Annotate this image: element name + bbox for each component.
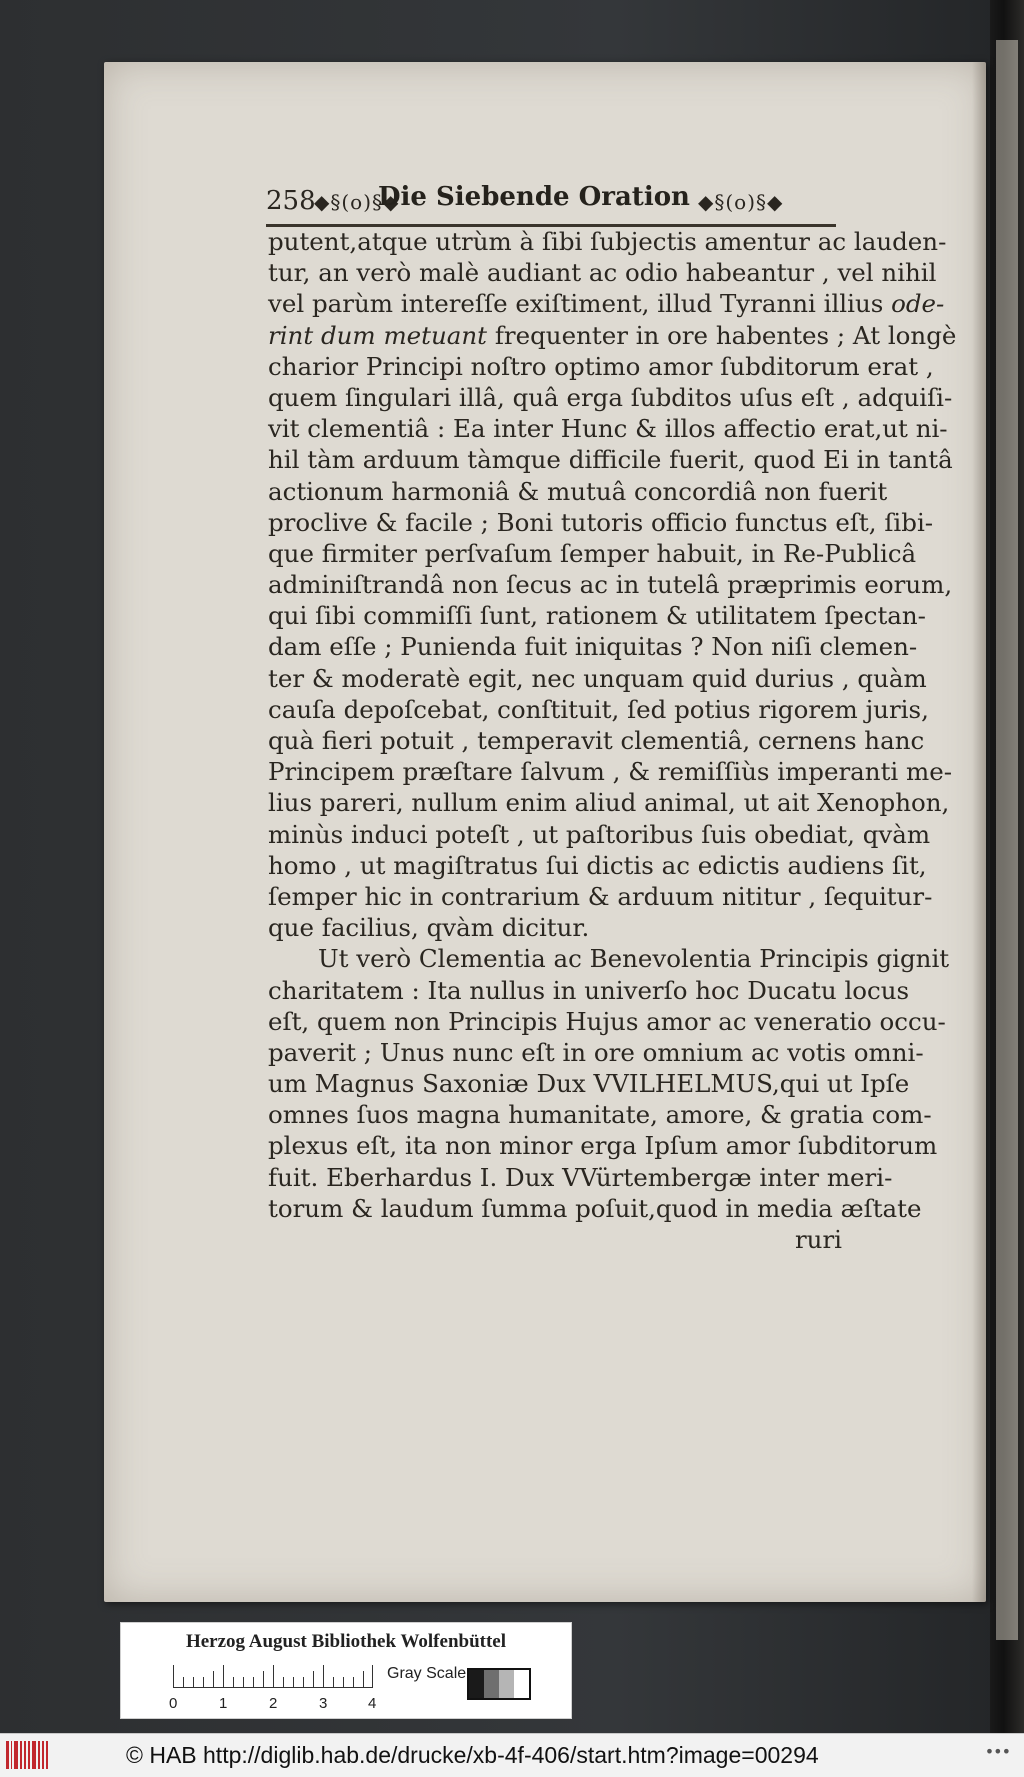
text-line-paragraph-start: Ut verò Clementia ac Benevolentia Principis gignit — [318, 944, 950, 974]
text-line: plexus eſt, ita non minor erga Ipſum amor ſubditorum — [268, 1131, 938, 1161]
text-line: quà fieri potuit , temperavit clementiâ, cernens hanc — [268, 726, 925, 755]
scale-tick — [193, 1677, 194, 1687]
library-name: Herzog August Bibliothek Wolfenbüttel — [185, 1631, 507, 1652]
scale-tick — [343, 1677, 344, 1687]
page-fold-shadow — [972, 62, 986, 1602]
scale-tick — [313, 1671, 314, 1687]
text-line: fuit. Eberhardus I. Dux VVürtembergæ inter meri- — [268, 1162, 893, 1192]
text-line: Principem præſtare ſalvum , & remiſſiùs imperanti me- — [268, 757, 953, 787]
facing-page-edge — [990, 0, 1024, 1733]
scale-number: 3 — [319, 1695, 328, 1712]
text-line: actionum harmoniâ & mutuâ concordiâ non fuerit — [268, 476, 888, 506]
scale-tick — [283, 1677, 284, 1687]
scale-number: 1 — [219, 1695, 228, 1712]
scale-number: 4 — [368, 1695, 377, 1712]
scale-tick — [213, 1671, 214, 1687]
catchword: ruri — [794, 1225, 842, 1254]
scale-tick — [353, 1677, 354, 1687]
text-line: homo , ut magiſtratus ſui dictis ac edictis audiens ſit, — [268, 850, 927, 880]
text-line: tur, an verò malè audiant ac odio habeantur , vel nihil — [268, 258, 937, 288]
gray-scale-label: Gray Scale — [387, 1665, 467, 1682]
scale-tick — [263, 1671, 264, 1687]
scale-number: 2 — [269, 1695, 278, 1712]
scale-tick — [203, 1677, 204, 1687]
text-line: lius pareri, nullum enim aliud animal, ut ait Xenophon, — [268, 788, 950, 818]
text-line: paverit ; Unus nunc eſt in ore omnium ac votis omni- — [268, 1037, 924, 1067]
ornament-left: ◆§(o)§◆ — [314, 190, 400, 214]
hab-barcode-icon[interactable] — [6, 1741, 48, 1769]
text-line: minùs induci poteſt , ut paſtoribus ſuis obediat, qvàm — [268, 819, 931, 849]
text-line: qui ſibi commiſſi ſunt, rationem & utilitatem ſpectan- — [268, 601, 926, 631]
running-title: Die Siebende Oration — [378, 182, 690, 212]
italic-phrase: rint dum metuant — [268, 320, 488, 350]
text-segment: frequenter in ore habentes ; At longè — [494, 320, 957, 350]
scale-tick — [363, 1671, 364, 1687]
scale-tick — [273, 1665, 274, 1687]
text-line: omnes ſuos magna humanitate, amore, & gratia com- — [268, 1100, 932, 1130]
scale-tick — [323, 1665, 324, 1687]
text-line: que facilius, qvàm dicitur. — [268, 913, 590, 943]
scale-tick — [223, 1665, 224, 1687]
text-line — [268, 288, 945, 319]
scale-tick — [372, 1665, 373, 1687]
scale-number: 0 — [169, 1695, 178, 1712]
swatch-light-gray — [499, 1670, 514, 1698]
page-number: 258 — [266, 186, 316, 216]
text-line: adminiſtrandâ non ſecus ac in tutelâ præprimis eorum, — [268, 570, 953, 600]
text-line: hil tàm arduum tàmque difficile fuerit, quod Ei in tantâ — [268, 445, 953, 475]
text-line: ter & moderatè egit, nec unquam quid durius , quàm — [268, 663, 927, 693]
text-line: cauſa depoſcebat, conſtituit, ſed potius rigorem juris, — [268, 694, 929, 724]
text-line: charior Principi noſtro optimo amor ſubditorum erat , — [268, 351, 934, 381]
text-line: dam eſſe ; Punienda fuit iniquitas ? Non niſi clemen- — [268, 632, 918, 662]
scale-tick — [233, 1677, 234, 1687]
scale-tick — [303, 1677, 304, 1687]
scale-tick — [253, 1677, 254, 1687]
text-line: quem ſingulari illâ, quâ erga ſubditos uſus eſt , adquiſi- — [268, 382, 953, 412]
gray-scale-swatch — [467, 1668, 531, 1700]
page-header — [266, 180, 836, 224]
page-url[interactable]: © HAB http://diglib.hab.de/drucke/xb-4f-406/start.htm?image=00294 — [126, 1742, 819, 1768]
swatch-white — [514, 1670, 529, 1698]
library-scale-card — [120, 1622, 572, 1719]
text-segment: vel parùm intereſſe exiſtiment, illud Tyranni illius — [268, 289, 892, 319]
scale-tick — [243, 1677, 244, 1687]
swatch-dark-gray — [484, 1670, 499, 1698]
text-line: proclive & facile ; Boni tutoris officio functus eſt, ſibi- — [268, 507, 934, 537]
text-line: ſemper hic in contrarium & arduum nititur , ſequitur- — [268, 881, 933, 911]
text-line: putent,atque utrùm à ſibi ſubjectis amentur ac lauden- — [268, 227, 947, 256]
italic-phrase: ode- — [891, 289, 945, 319]
scale-tick — [333, 1677, 334, 1687]
text-line: que firmiter perſvaſum ſemper habuit, in Re-Publicâ — [268, 538, 917, 568]
scale-tick — [173, 1665, 174, 1687]
status-bar — [0, 1733, 1024, 1777]
scale-tick — [183, 1677, 184, 1687]
text-line: charitatem : Ita nullus in univerſo hoc Ducatu locus — [268, 975, 910, 1005]
scale-tick — [293, 1677, 294, 1687]
facing-page-sliver — [996, 40, 1018, 1640]
oration-text — [268, 226, 957, 1255]
ornament-right: ◆§(o)§◆ — [698, 190, 784, 214]
more-options-icon[interactable]: ••• — [984, 1742, 1010, 1761]
text-line: vit clementiâ : Ea inter Hunc & illos affectio erat,ut ni- — [268, 414, 948, 444]
text-line: eſt, quem non Principis Hujus amor ac veneratio occu- — [268, 1006, 946, 1036]
text-line: torum & laudum ſumma poſuit,quod in media æſtate — [268, 1193, 922, 1223]
swatch-black — [469, 1670, 484, 1698]
text-line — [268, 320, 957, 351]
ruler-scale — [173, 1665, 373, 1688]
text-line: um Magnus Saxoniæ Dux VVILHELMUS,qui ut Ipſe — [268, 1069, 910, 1099]
